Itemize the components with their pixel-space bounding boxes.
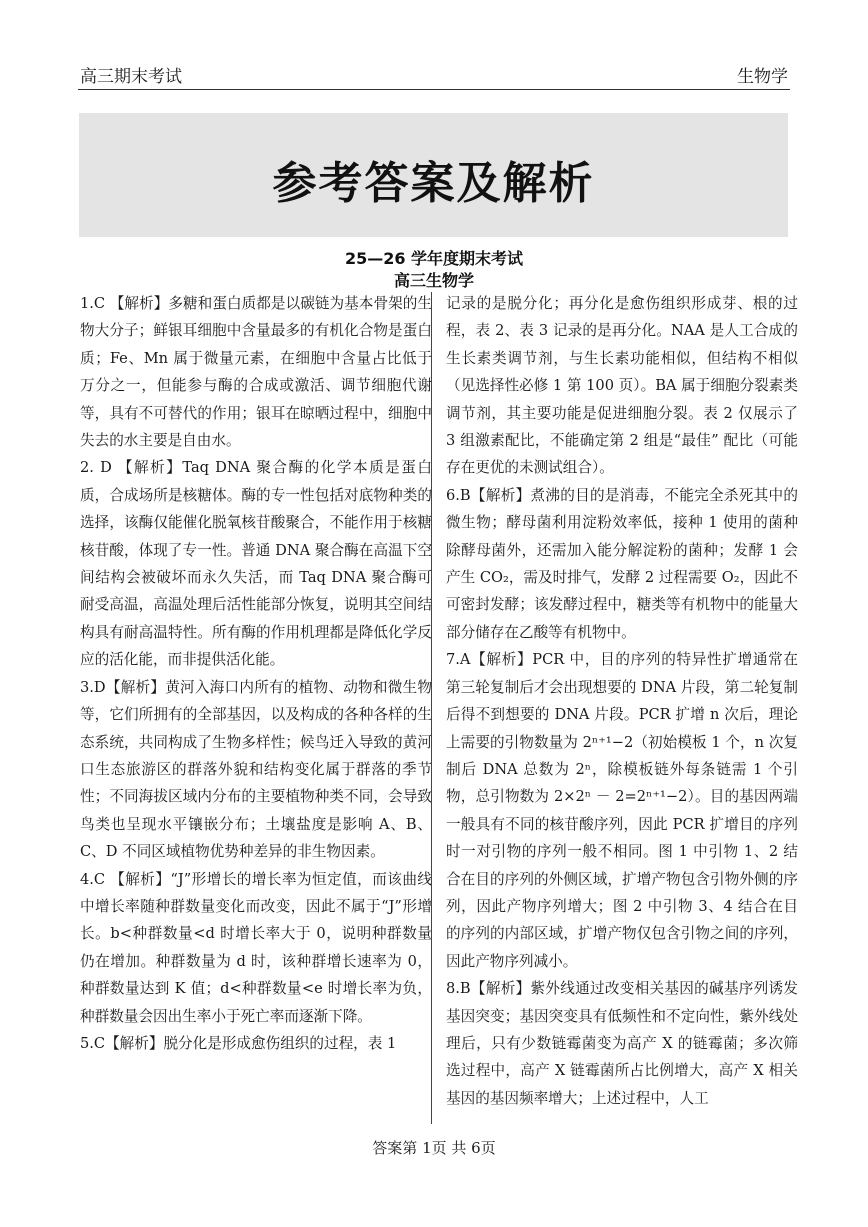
right-column <box>446 290 798 1112</box>
answer-6: 6.B【解析】煮沸的目的是消毒，不能完全杀死其中的微生物；酵母菌利用淀粉效率低，接种 1 使用的菌种除酵母菌外，还需加入能分解淀粉的菌种；发酵 1 会产生 CO₂，需及时排气，发酵 2 过程需要 O₂，因此不可密封发酵；该发酵过程中，糖类等有机物中的能量大部分储存在乙酸等有机物中。 <box>446 486 798 641</box>
answer-4: 4.C 【解析】“J”形增长的增长率为恒定值，而该曲线中增长率随种群数量变化而改变，因此不属于“J”形增长。b<种群数量<d 时增长率大于 0，说明种群数量仍在增加。种群数量为 d 时，该种群增长速率为 0，种群数量达到 K 值；d<种群数量<e 时增长率为负，种群数量会因出生率小于死亡率而逐渐下降。 <box>80 870 432 1025</box>
answer-5-cont: 记录的是脱分化；再分化是愈伤组织形成芽、根的过程，表 2、表 3 记录的是再分化。NAA 是人工合成的生长素类调节剂，与生长素功能相似，但结构不相似（见选择性必修 1 第 100 页）。BA 属于细胞分裂素类调节剂，其主要功能是促进细胞分裂。表 2 仅展示了 3 组激素配比，不能确定第 2 组是“最佳” 配比（可能存在更优的未测试组合）。 <box>446 295 798 477</box>
header-rule <box>78 89 790 90</box>
column-divider <box>431 292 432 1124</box>
answer-8: 8.B【解析】紫外线通过改变相关基因的碱基序列诱发基因突变；基因突变具有低频性和不定向性，紫外线处理后，只有少数链霉菌变为高产 X 的链霉菌；多次筛选过程中，高产 X 链霉菌所占比例增大，高产 X 相关基因的基因频率增大；上述过程中，人工 <box>446 980 798 1107</box>
answer-5-start: 5.C【解析】脱分化是形成愈伤组织的过程，表 1 <box>80 1034 397 1052</box>
answer-3: 3.D【解析】黄河入海口内所有的植物、动物和微生物等，它们所拥有的全部基因，以及构成的各种各样的生态系统，共同构成了生物多样性；候鸟迁入导致的黄河口生态旅游区的群落外貌和结构变化属于群落的季节性；不同海拔区域内分布的主要植物种类不同，会导致鸟类也呈现水平镶嵌分布；土壤盐度是影响 A、B、C、D 不同区域植物优势种差异的非生物因素。 <box>80 678 432 861</box>
header-subject: 生物学 <box>737 67 788 87</box>
header-exam-title: 高三期末考试 <box>80 67 182 87</box>
exam-subtitle: 25—26 学年度期末考试 <box>344 249 524 268</box>
answer-2: 2. D 【解析】Taq DNA 聚合酶的化学本质是蛋白质，合成场所是核糖体。酶的专一性包括对底物种类的选择，该酶仅能催化脱氧核苷酸聚合，不能作用于核糖核苷酸，体现了专一性。普通 DNA 聚合酶在高温下空间结构会被破坏而永久失活，而 Taq DNA 聚合酶可耐受高温，高温处理后活性能部分恢复，说明其空间结构具有耐高温特性。所有酶的作用机理都是降低化学反应的活化能，而非提供活化能。 <box>80 459 432 669</box>
answer-7: 7.A【解析】PCR 中，目的序列的特异性扩增通常在第三轮复制后才会出现想要的 DNA 片段，第二轮复制后得不到想要的 DNA 片段。PCR 扩增 n 次后，理论上需要的引物数量为 2ⁿ⁺¹−2（初始模板 1 个，n 次复制后 DNA 总数为 2ⁿ，除模板链外每条链需 1 个引物，总引物数为 2×2ⁿ － 2=2ⁿ⁺¹−2）。目的基因两端一般具有不同的核苷酸序列，因此 PCR 扩增目的序列时一对引物的序列一般不相同。图 1 中引物 1、2 结合在目的序列的外侧区域，扩增产物包含引物外侧的序列，因此产物序列增大；图 2 中引物 3、4 结合在目的序列的内部区域，扩增产物仅包含引物之间的序列，因此产物序列减小。 <box>446 651 798 970</box>
title-banner <box>79 113 788 237</box>
left-column <box>80 290 432 1057</box>
page-title: 参考答案及解析 <box>272 158 595 209</box>
subject-subtitle: 高三生物学 <box>393 271 474 290</box>
answer-1: 1.C 【解析】多糖和蛋白质都是以碳链为基本骨架的生物大分子；鲜银耳细胞中含量最多的有机化合物是蛋白质；Fe、Mn 属于微量元素，在细胞中含量占比低于万分之一，但能参与酶的合成或激活、调节细胞代谢等，具有不可替代的作用；银耳在晾晒过程中，细胞中失去的水主要是自由水。 <box>80 295 432 450</box>
page-footer: 答案第 1页 共 6页 <box>372 1139 496 1157</box>
